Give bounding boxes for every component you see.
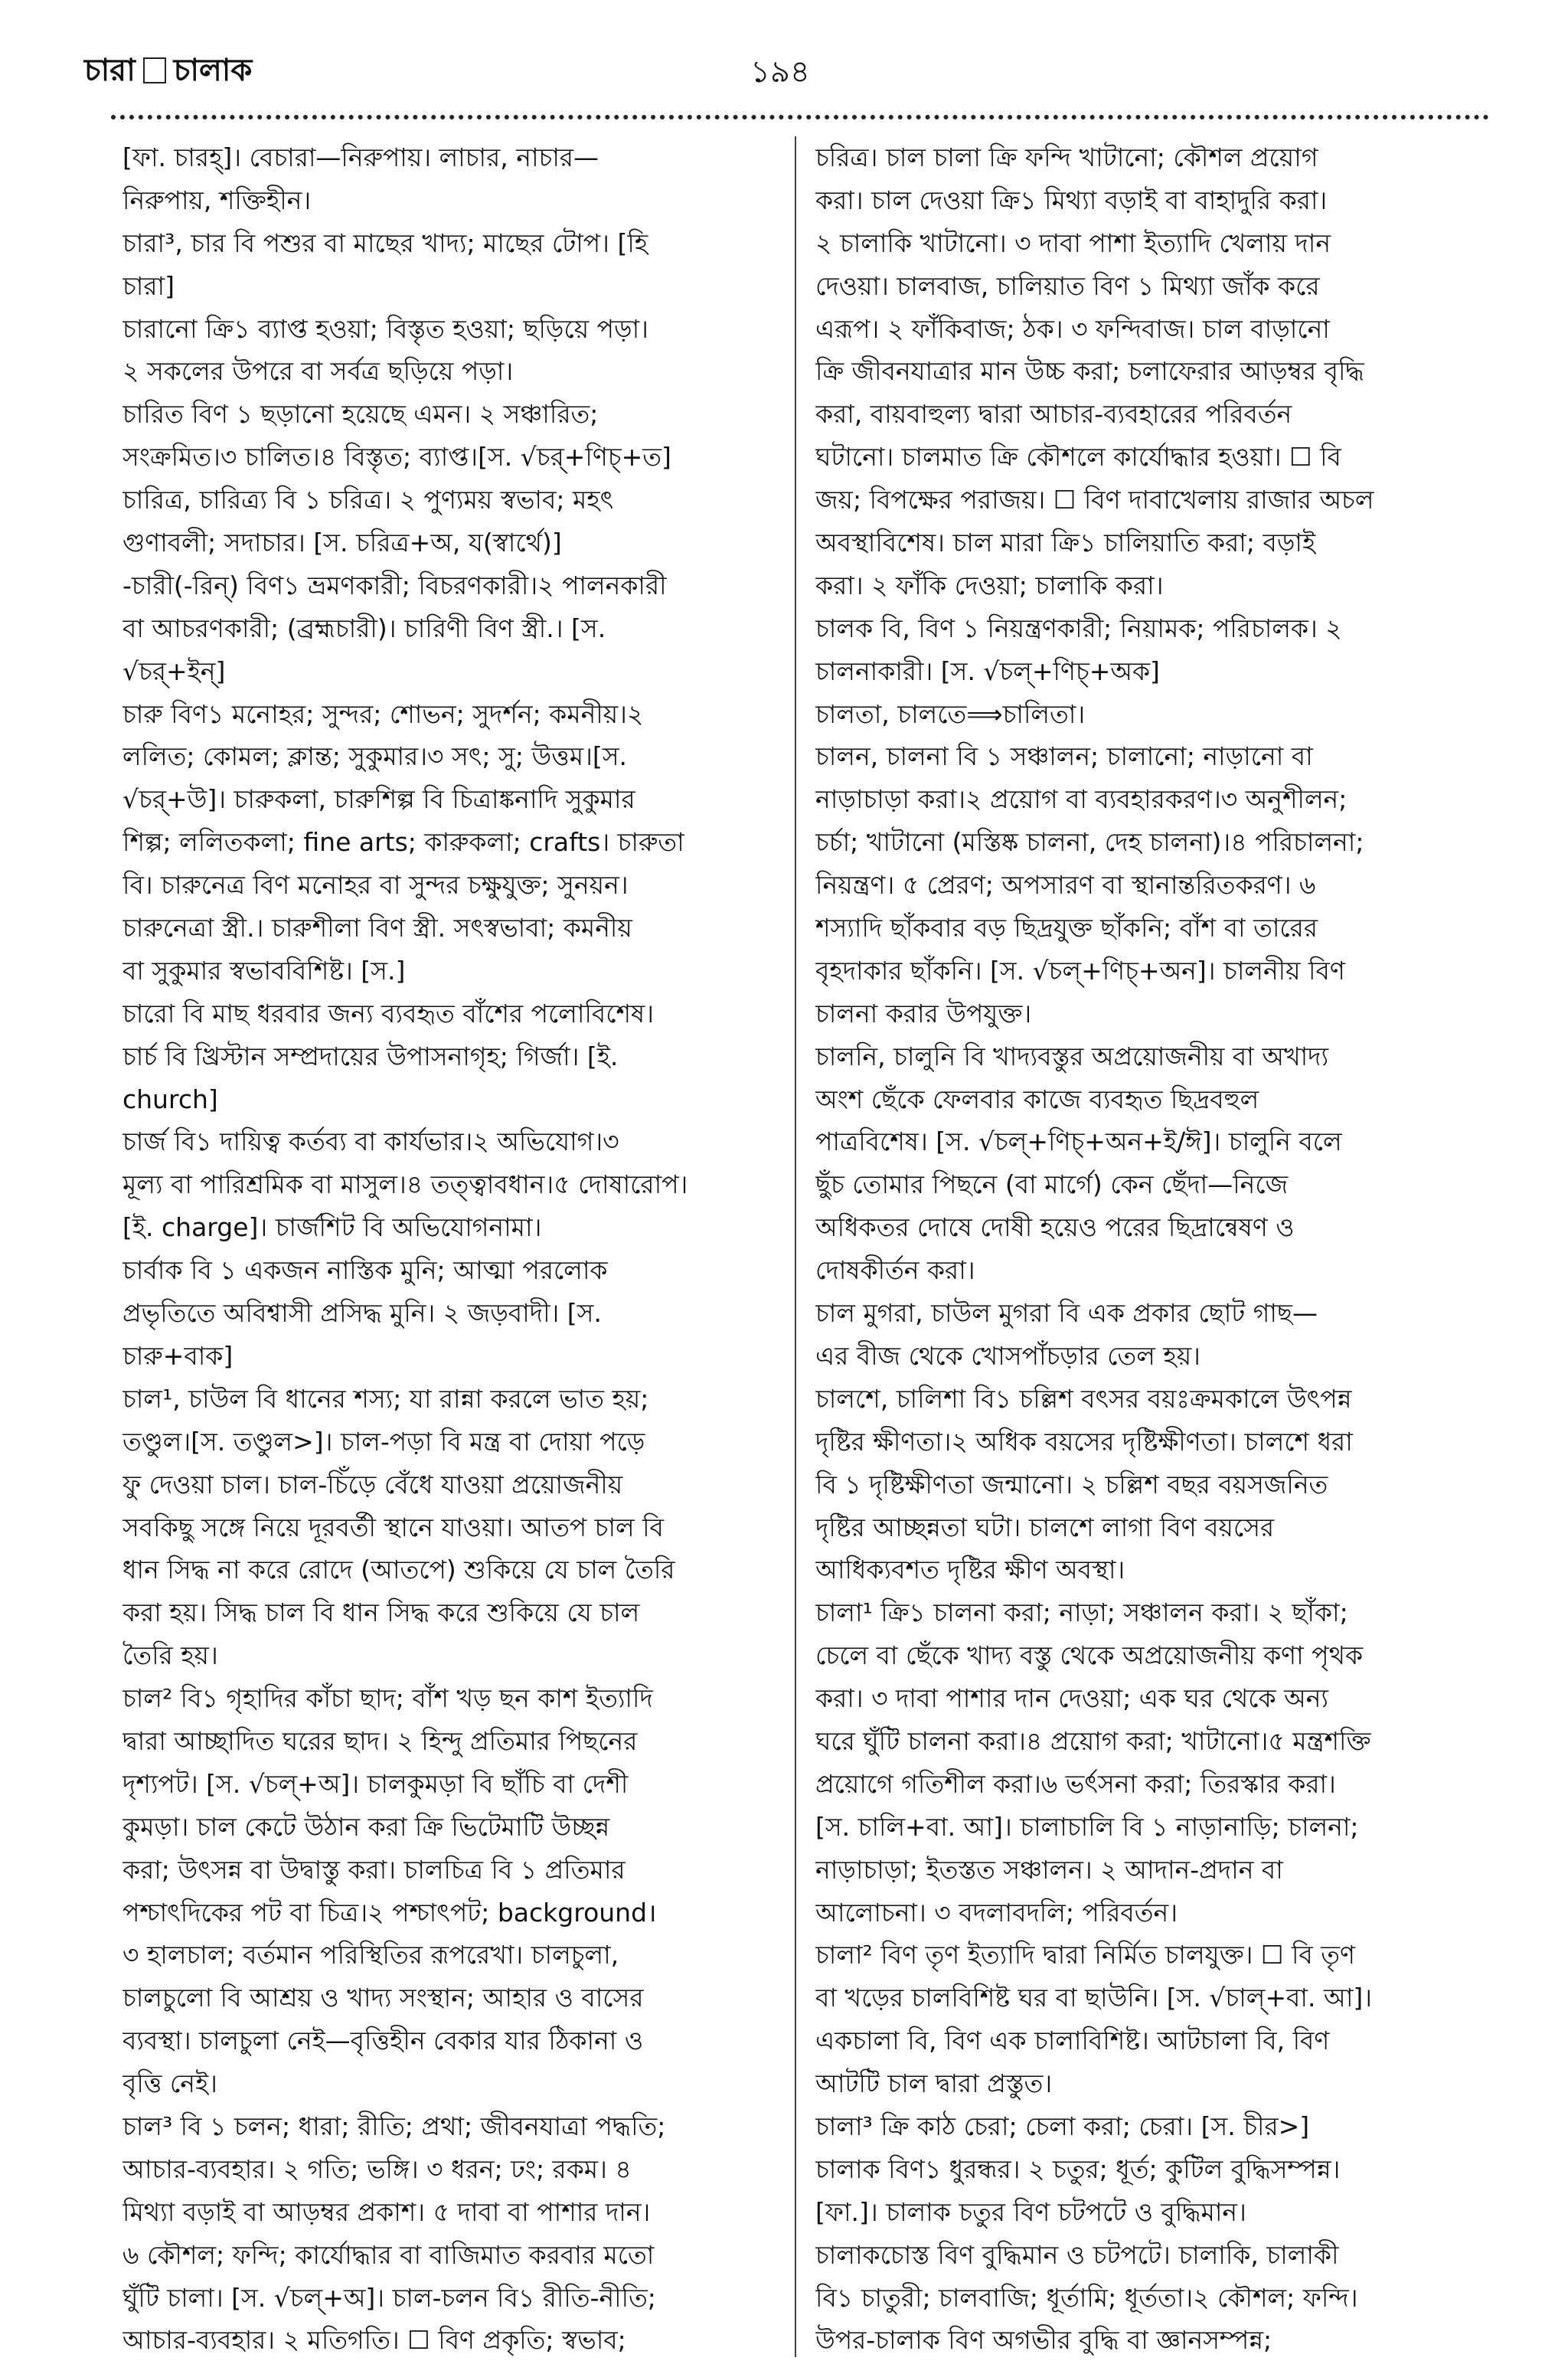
entry-line: আলোচনা। ৩ বদলাবদলি; পরিবর্তন। — [815, 1897, 1178, 1928]
entry-line: বি ১ দৃষ্টিক্ষীণতা জন্মানো। ২ চল্লিশ বছর বয়সজনিত — [815, 1469, 1328, 1499]
entry-line: বি। চারুনেত্র বিণ মনোহর বা সুন্দর চক্ষুযুক্ত; সুনয়ন। — [122, 870, 629, 901]
entry-line: করা। ২ ফাঁকি দেওয়া; চালাকি করা। — [815, 570, 1164, 600]
entry-line: চালা² বিণ তৃণ ইত্যাদি দ্বারা নির্মিত চালযুক্ত। ☐ বি তৃণ — [815, 1940, 1356, 1970]
entry-line: চালক বি, বিণ ১ নিয়ন্ত্রণকারী; নিয়ামক; পরিচালক। ২ — [815, 613, 1342, 643]
entry-line: মিথ্যা বড়াই বা আড়ম্বর প্রকাশ। ৫ দাবা বা পাশার দান। — [122, 2196, 651, 2227]
entry-line: চার্চ বি খ্রিস্টান সম্প্রদায়ের উপাসনাগৃহ; গির্জা। [ই. — [122, 1041, 619, 1071]
entry-line: দৃশ্যপট। [স. √চল্+অ]। চালকুমড়া বি ছাঁচি বা দেশী — [122, 1768, 629, 1799]
entry-line: ঘটানো। চালমাত ক্রি কৌশলে কার্যোদ্ধার হওয়া। ☐ বি — [815, 442, 1341, 473]
column-divider — [795, 136, 796, 2357]
guide-word-last: চালাক — [173, 53, 253, 88]
entry-line: প্রয়োগে গতিশীল করা।৬ ভর্ৎসনা করা; তিরস্কার করা। — [815, 1768, 1336, 1799]
entry-line: চাল² বি১ গৃহাদির কাঁচা ছাদ; বাঁশ খড় ছন কাশ ইত্যাদি — [122, 1683, 653, 1714]
entry-line: ঘুঁটি চালা। [স. √চল্+অ]। চাল-চলন বি১ রীতি-নীতি; — [122, 2282, 656, 2313]
entry-line: সবকিছু সঙ্গে নিয়ে দূরবর্তী স্থানে যাওয়া। আতপ চাল বি — [122, 1512, 664, 1542]
entry-line: ২ চালাকি খাটানো। ৩ দাবা পাশা ইত্যাদি খেলায় দান — [815, 227, 1331, 258]
entry-line: চারা³, চার বি পশুর বা মাছের খাদ্য; মাছের টোপ। [হি — [122, 227, 648, 258]
entry-line: [ফা.]। চালাক চতুর বিণ চটপটে ও বুদ্ধিমান। — [815, 2196, 1246, 2227]
entry-line: চালচুলো বি আশ্রয় ও খাদ্য সংস্থান; আহার ও বাসের — [122, 1983, 644, 2013]
entry-line: ২ সকলের উপরে বা সর্বত্র ছড়িয়ে পড়া। — [122, 356, 514, 387]
entry-line: অংশ ছেঁকে ফেলবার কাজে ব্যবহৃত ছিদ্রবহুল — [815, 1084, 1259, 1114]
entry-line: চর্চা; খাটানো (মস্তিষ্ক চালনা, দেহ চালনা)।৪ পরিচালনা; — [815, 827, 1364, 858]
entry-line: -চারী(-রিন্) বিণ১ ভ্রমণকারী; বিচরণকারী।২ পালনকারী — [122, 570, 667, 600]
entry-line: নিরুপায়, শক্তিহীন। — [122, 185, 312, 215]
entry-line: বি১ চাতুরী; চালবাজি; ধূর্তামি; ধূর্ততা।২ কৌশল; ফন্দি। — [815, 2282, 1358, 2313]
entry-line: এরূপ। ২ ফাঁকিবাজ; ঠক। ৩ ফন্দিবাজ। চাল বাড়ানো — [815, 313, 1330, 344]
guide-word-first: চারা — [84, 53, 136, 88]
entry-line: তণ্ডুল।[স. তণ্ডুল>]। চাল-পড়া বি মন্ত্র বা দোয়া পড়ে — [122, 1426, 645, 1457]
entry-line: চালাক বিণ১ ধুরন্ধর। ২ চতুর; ধূর্ত; কুটিল বুদ্ধিসম্পন্ন। — [815, 2153, 1341, 2184]
entry-line: চারিত্র, চারিত্র্য বি ১ চরিত্র। ২ পুণ্যময় স্বভাব; মহৎ — [122, 485, 614, 515]
entry-line: চরিত্র। চাল চালা ক্রি ফন্দি খাটানো; কৌশল প্রয়োগ — [815, 142, 1318, 172]
entry-line: অবস্থাবিশেষ। চাল মারা ক্রি১ চালিয়াতি করা; বড়াই — [815, 528, 1316, 558]
entry-line: চালশে, চালিশা বি১ চল্লিশ বৎসর বয়ঃক্রমকালে উৎপন্ন — [815, 1383, 1352, 1414]
entry-line: বৃহদাকার ছাঁকনি। [স. √চল্+ণিচ্+অন]। চালনীয় বিণ — [815, 955, 1345, 986]
entry-line: উপর-চালাক বিণ অগভীর বুদ্ধি বা জ্ঞানসম্পন্ন; — [815, 2325, 1272, 2356]
entry-line: ৬ কৌশল; ফন্দি; কার্যোদ্ধার বা বাজিমাত করবার মতো — [122, 2239, 655, 2270]
entry-line: বা সুকুমার স্বভাববিশিষ্ট। [স.] — [122, 955, 406, 986]
entry-line: চালতা, চালতে⟹চালিতা। — [815, 698, 1086, 729]
entry-line: চাল¹, চাউল বি ধানের শস্য; যা রান্না করলে ভাত হয়; — [122, 1383, 649, 1414]
entry-line: বৃত্তি নেই। — [122, 2068, 217, 2099]
entry-line: [ই. charge]। চার্জশিট বি অভিযোগনামা। — [122, 1212, 542, 1243]
entry-line: [স. চালি+বা. আ]। চালাচালি বি ১ নাড়ানাড়ি; চালনা; — [815, 1811, 1359, 1842]
entry-line: চালনা করার উপযুক্ত। — [815, 998, 1032, 1028]
entry-line: পাত্রবিশেষ। [স. √চল্+ণিচ্+অন+ই/ঈ]। চালুনি বলে — [815, 1127, 1342, 1157]
entry-line: দ্বারা আচ্ছাদিত ঘরের ছাদ। ২ হিন্দু প্রতিমার পিছনের — [122, 1725, 638, 1756]
entry-line: মূল্য বা পারিশ্রমিক বা মাসুল।৪ তত্ত্বাবধান।৫ দোষারোপ। — [122, 1169, 688, 1200]
entry-line: চার্বাক বি ১ একজন নাস্তিক মুনি; আত্মা পরলোক — [122, 1255, 608, 1286]
entry-line: চার্জ বি১ দায়িত্ব কর্তব্য বা কার্যভার।২ অভিযোগ।৩ — [122, 1127, 619, 1157]
entry-line: আচার-ব্যবহার। ২ গতি; ভঙ্গি। ৩ ধরন; ঢং; রকম। ৪ — [122, 2153, 632, 2184]
entry-line: চাল³ বি ১ চলন; ধারা; রীতি; প্রথা; জীবনযাত্রা পদ্ধতি; — [122, 2111, 666, 2141]
entry-line: [ফা. চারহ্]। বেচারা—নিরুপায়। লাচার, নাচার— — [122, 142, 599, 172]
header-rule — [111, 115, 1489, 119]
entry-line: চালা¹ ক্রি১ চালনা করা; নাড়া; সঞ্চালন করা। ২ ছাঁকা; — [815, 1597, 1348, 1628]
entry-line: দেওয়া। চালবাজ, চালিয়াত বিণ ১ মিথ্যা জাঁক করে — [815, 270, 1320, 301]
entry-line: ঘরে ঘুঁটি চালনা করা।৪ প্রয়োগ করা; খাটানো।৫ মন্ত্রশক্তি — [815, 1725, 1371, 1756]
entry-line: চারু+বাক] — [122, 1340, 234, 1371]
entry-line: জয়; বিপক্ষের পরাজয়। ☐ বিণ দাবাখেলায় রাজার অচল — [815, 485, 1374, 515]
entry-line: চারানো ক্রি১ ব্যাপ্ত হওয়া; বিস্তৃত হওয়া; ছড়িয়ে পড়া। — [122, 313, 648, 344]
entry-line: √চর্+ইন্] — [122, 656, 226, 686]
entry-line: দোষকীর্তন করা। — [815, 1255, 975, 1286]
entry-line: ৩ হালচাল; বর্তমান পরিস্থিতির রূপরেখা। চালচুলা, — [122, 1940, 619, 1970]
entry-line: এর বীজ থেকে খোসপাঁচড়ার তেল হয়। — [815, 1340, 1200, 1371]
entry-line: করা হয়। সিদ্ধ চাল বি ধান সিদ্ধ করে শুকিয়ে যে চাল — [122, 1597, 640, 1628]
entry-line: নিয়ন্ত্রণ। ৫ প্রেরণ; অপসারণ বা স্থানান্তরিতকরণ। ৬ — [815, 870, 1316, 901]
entry-line: নাড়াচাড়া করা।২ প্রয়োগ বা ব্যবহারকরণ।৩ অনুশীলন; — [815, 784, 1348, 815]
entry-line: চারো বি মাছ ধরবার জন্য ব্যবহৃত বাঁশের পলোবিশেষ। — [122, 998, 655, 1028]
entry-line: চালনি, চালুনি বি খাদ্যবস্তুর অপ্রয়োজনীয় বা অখাদ্য — [815, 1041, 1329, 1071]
entry-line: চেলে বা ছেঁকে খাদ্য বস্তু থেকে অপ্রয়োজনীয় কণা পৃথক — [815, 1640, 1364, 1671]
entry-line: আধিক্যবশত দৃষ্টির ক্ষীণ অবস্থা। — [815, 1555, 1125, 1585]
entry-line: চালন, চালনা বি ১ সঞ্চালন; চালানো; নাড়ানো বা — [815, 741, 1313, 772]
entry-line: church] — [122, 1084, 218, 1114]
entry-line: নাড়াচাড়া; ইতস্তত সঞ্চালন। ২ আদান-প্রদান বা — [815, 1854, 1283, 1885]
entry-line: তৈরি হয়। — [122, 1640, 218, 1671]
entry-line: চারু বিণ১ মনোহর; সুন্দর; শোভন; সুদর্শন; কমনীয়।২ — [122, 698, 644, 729]
left-column — [122, 136, 796, 2357]
entry-line: দৃষ্টির ক্ষীণতা।২ অধিক বয়সের দৃষ্টিক্ষীণতা। চালশে ধরা — [815, 1426, 1353, 1457]
entry-line: কুমড়া। চাল কেটে উঠান করা ক্রি ভিটেমাটি উচ্ছন্ন — [122, 1811, 610, 1842]
entry-line: √চর্+উ]। চারুকলা, চারুশিল্প বি চিত্রাঙ্কনাদি সুকুমার — [122, 784, 635, 815]
entry-line: করা। ৩ দাবা পাশার দান দেওয়া; এক ঘর থেকে অন্য — [815, 1683, 1328, 1714]
entry-line: ফু দেওয়া চাল। চাল-চিঁড়ে বেঁধে যাওয়া প্রয়োজনীয় — [122, 1469, 623, 1499]
entry-line: চাল মুগরা, চাউল মুগরা বি এক প্রকার ছোট গাছ— — [815, 1298, 1318, 1329]
entry-line: শিল্প; ললিতকলা; fine arts; কারুকলা; crafts। চারুতা — [122, 827, 684, 858]
right-column — [815, 136, 1489, 2357]
entry-line: চারিত বিণ ১ ছড়ানো হয়েছে এমন। ২ সঞ্চারিত; — [122, 399, 599, 430]
entry-line: ব্যবস্থা। চালচুলা নেই—বৃত্তিহীন বেকার যার ঠিকানা ও — [122, 2026, 644, 2056]
entry-line: বা খড়ের চালবিশিষ্ট ঘর বা ছাউনি। [স. √চাল্+বা. আ]। — [815, 1983, 1373, 2013]
entry-line: শস্যাদি ছাঁকবার বড় ছিদ্রযুক্ত ছাঁকনি; বাঁশ বা তারের — [815, 913, 1318, 943]
entry-line: ছুঁচ তোমার পিছনে (বা মার্গে) কেন ছেঁদা—নিজে — [815, 1169, 1289, 1200]
entry-line: চালা³ ক্রি কাঠ চেরা; চেলা করা; চেরা। [স. চীর>] — [815, 2111, 1310, 2141]
entry-line: দৃষ্টির আচ্ছন্নতা ঘটা। চালশে লাগা বিণ বয়সের — [815, 1512, 1275, 1542]
entry-line: গুণাবলী; সদাচার। [স. চরিত্র+অ, য(স্বার্থে)] — [122, 528, 562, 558]
entry-line: ললিত; কোমল; ক্লান্ত; সুকুমার।৩ সৎ; সু; উত্তম।[স. — [122, 741, 628, 772]
page-header — [84, 46, 1485, 92]
entry-line: আটটি চাল দ্বারা প্রস্তুত। — [815, 2068, 1053, 2099]
entry-line: চারুনেত্রা স্ত্রী.। চারুশীলা বিণ স্ত্রী. সৎস্বভাবা; কমনীয় — [122, 913, 632, 943]
entry-line: একচালা বি, বিণ এক চালাবিশিষ্ট। আটচালা বি, বিণ — [815, 2026, 1330, 2056]
page-number: ১৯৪ — [750, 54, 810, 90]
entry-line: ধান সিদ্ধ না করে রোদে (আতপে) শুকিয়ে যে চাল তৈরি — [122, 1555, 675, 1585]
guide-words — [84, 46, 252, 97]
entry-line: করা। চাল দেওয়া ক্রি১ মিথ্যা বড়াই বা বাহাদুরি করা। — [815, 185, 1328, 215]
entry-line: করা, বায়বাহুল্য দ্বারা আচার-ব্যবহারের পরিবর্তন — [815, 399, 1292, 430]
entry-line: পশ্চাৎদিকের পট বা চিত্র।২ পশ্চাৎপট; background। — [122, 1897, 657, 1928]
entry-line: সংক্রমিত।৩ চালিত।৪ বিস্তৃত; ব্যাপ্ত।[স. √চর্+ণিচ্+ত] — [122, 442, 671, 473]
guide-separator-box — [143, 57, 166, 83]
entry-line: অধিকতর দোষে দোষী হয়েও পরের ছিদ্রান্বেষণ ও — [815, 1212, 1295, 1243]
entry-line: প্রভৃতিতে অবিশ্বাসী প্রসিদ্ধ মুনি। ২ জড়বাদী। [স. — [122, 1298, 602, 1329]
entry-line: আচার-ব্যবহার। ২ মতিগতি। ☐ বিণ প্রকৃতি; স্বভাব; — [122, 2325, 626, 2356]
entry-line: চালাকচোস্ত বিণ বুদ্ধিমান ও চটপটে। চালাকি, চালাকী — [815, 2239, 1339, 2270]
entry-line: চারা] — [122, 270, 175, 301]
entry-line: বা আচরণকারী; (ব্রহ্মচারী)। চারিণী বিণ স্ত্রী.। [স. — [122, 613, 606, 643]
entry-line: চালনাকারী। [স. √চল্+ণিচ্+অক] — [815, 656, 1160, 686]
entry-line: ক্রি জীবনযাত্রার মান উচ্চ করা; চলাফেরার আড়ম্বর বৃদ্ধি — [815, 356, 1364, 387]
entry-line: করা; উৎসন্ন বা উদ্বাস্তু করা। চালচিত্র বি ১ প্রতিমার — [122, 1854, 626, 1885]
